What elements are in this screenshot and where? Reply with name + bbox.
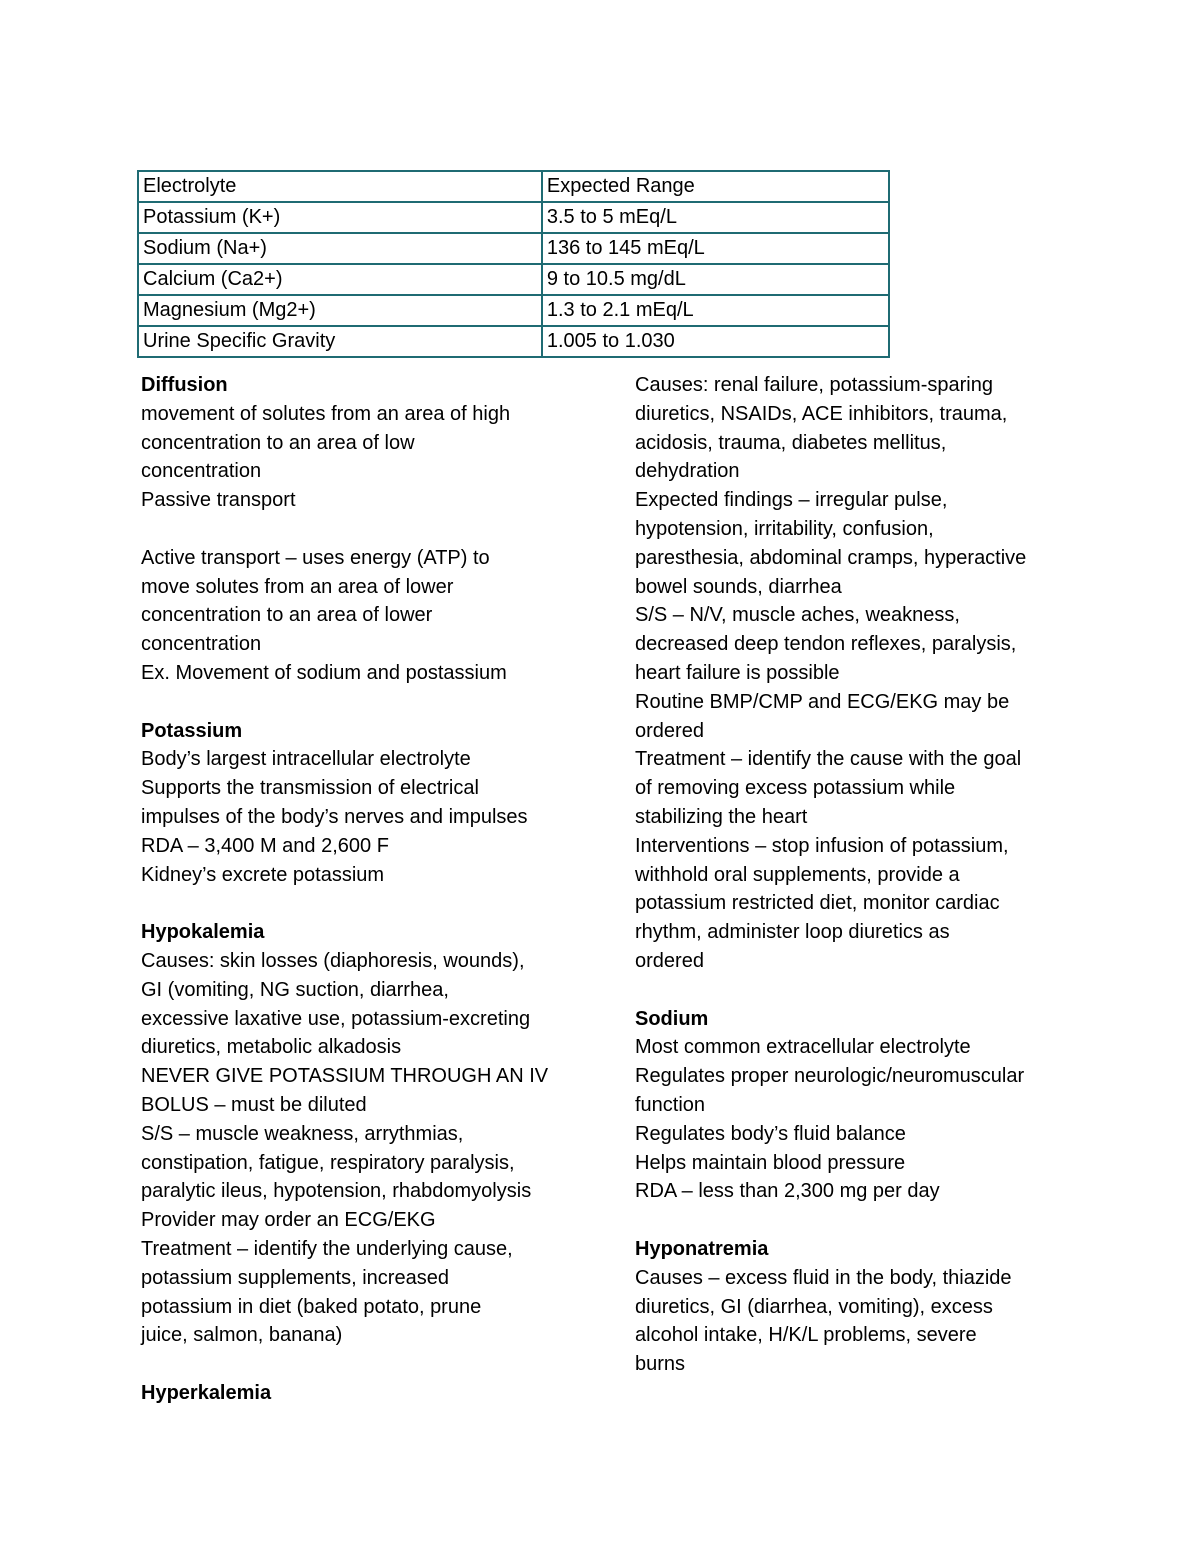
text-line: diuretics, metabolic alkadosis [141, 1036, 402, 1059]
text-line: concentration to an area of lower [141, 604, 433, 627]
expected-range-cell: Expected Range [542, 171, 889, 202]
text-line: S/S – muscle weakness, arrythmias, [141, 1122, 464, 1145]
text-line: ordered [635, 719, 704, 742]
section-heading: Hyperkalemia [141, 1381, 272, 1404]
text-line: stabilizing the heart [635, 805, 808, 828]
section-heading: Diffusion [141, 374, 228, 396]
text-line: GI (vomiting, NG suction, diarrhea, [141, 978, 449, 1001]
electrolyte-cell: Calcium (Ca2+) [138, 264, 542, 295]
text-line: paralytic ileus, hypotension, rhabdomyolysis [141, 1180, 532, 1203]
text-line: Kidney’s excrete potassium [141, 863, 385, 886]
text-line: movement of solutes from an area of high [141, 402, 511, 425]
text-line: concentration to an area of low [141, 431, 415, 454]
text-line: excessive laxative use, potassium-excreting [141, 1007, 531, 1030]
table-header-row [138, 171, 889, 202]
text-line: Most common extracellular electrolyte [635, 1036, 971, 1059]
left-column [141, 371, 591, 1408]
section-heading: Potassium [141, 719, 243, 742]
expected-range-cell: 9 to 10.5 mg/dL [542, 264, 889, 295]
section-heading: Hyponatremia [635, 1237, 769, 1260]
text-line: Passive transport [141, 489, 296, 512]
expected-range-cell: 136 to 145 mEq/L [542, 233, 889, 264]
text-line: RDA – less than 2,300 mg per day [635, 1180, 940, 1203]
text-line: Regulates proper neurologic/neuromuscular [635, 1065, 1025, 1088]
text-line: Ex. Movement of sodium and postassium [141, 661, 507, 684]
text-line: dehydration [635, 460, 740, 483]
text-line: BOLUS – must be diluted [141, 1093, 367, 1116]
blank-line [635, 976, 1075, 1005]
table-row [138, 326, 889, 357]
text-line: RDA – 3,400 M and 2,600 F [141, 834, 389, 857]
text-line: Active transport – uses energy (ATP) to [141, 546, 490, 569]
text-line: constipation, fatigue, respiratory paralysis, [141, 1151, 515, 1174]
text-line: Expected findings – irregular pulse, [635, 489, 948, 512]
section-heading: Sodium [635, 1007, 709, 1030]
text-line: Causes – excess fluid in the body, thiazide [635, 1266, 1012, 1289]
electrolyte-range-table [137, 170, 890, 358]
table-row [138, 264, 889, 295]
text-line: concentration [141, 460, 262, 483]
text-line: Treatment – identify the cause with the goal [635, 748, 1022, 771]
text-line: Regulates body’s fluid balance [635, 1122, 906, 1145]
text-line: of removing excess potassium while [635, 777, 956, 800]
blank-line [635, 1206, 1075, 1235]
blank-line [141, 889, 591, 918]
text-line: impulses of the body’s nerves and impulses [141, 805, 528, 828]
text-line: Causes: renal failure, potassium-sparing [635, 374, 993, 396]
text-line: rhythm, administer loop diuretics as [635, 921, 950, 944]
text-line: alcohol intake, H/K/L problems, severe [635, 1324, 977, 1347]
blank-line [141, 688, 591, 717]
text-line: heart failure is possible [635, 661, 840, 684]
text-line: Causes: skin losses (diaphoresis, wounds), [141, 949, 525, 972]
text-line: acidosis, trauma, diabetes mellitus, [635, 431, 947, 454]
text-line: diuretics, GI (diarrhea, vomiting), excess [635, 1295, 993, 1318]
text-line: function [635, 1093, 706, 1116]
text-line: Interventions – stop infusion of potassium, [635, 834, 1009, 857]
text-line: ordered [635, 949, 704, 972]
text-line: move solutes from an area of lower [141, 575, 454, 598]
text-line: NEVER GIVE POTASSIUM THROUGH AN IV [141, 1065, 549, 1088]
text-line: Routine BMP/CMP and ECG/EKG may be [635, 690, 1010, 713]
text-line: Helps maintain blood pressure [635, 1151, 906, 1174]
right-column [635, 371, 1075, 1379]
blank-line [141, 515, 591, 544]
text-line: burns [635, 1353, 686, 1376]
text-line: Provider may order an ECG/EKG [141, 1209, 436, 1232]
text-line: S/S – N/V, muscle aches, weakness, [635, 604, 960, 627]
electrolyte-cell: Potassium (K+) [138, 202, 542, 233]
expected-range-cell: 1.005 to 1.030 [542, 326, 889, 357]
table-body [138, 171, 889, 357]
text-line: potassium supplements, increased [141, 1266, 449, 1289]
text-line: paresthesia, abdominal cramps, hyperactive [635, 546, 1027, 569]
expected-range-cell: 1.3 to 2.1 mEq/L [542, 295, 889, 326]
text-line: juice, salmon, banana) [141, 1324, 343, 1347]
table-row [138, 233, 889, 264]
text-line: withhold oral supplements, provide a [635, 863, 960, 886]
electrolyte-cell: Sodium (Na+) [138, 233, 542, 264]
text-line: concentration [141, 633, 262, 656]
electrolyte-cell: Urine Specific Gravity [138, 326, 542, 357]
expected-range-cell: 3.5 to 5 mEq/L [542, 202, 889, 233]
text-line: Treatment – identify the underlying cause, [141, 1237, 513, 1260]
text-line: decreased deep tendon reflexes, paralysis, [635, 633, 1017, 656]
text-line: Supports the transmission of electrical [141, 777, 479, 800]
table-row [138, 295, 889, 326]
text-line: Body’s largest intracellular electrolyte [141, 748, 471, 771]
blank-line [141, 1350, 591, 1379]
electrolyte-cell: Magnesium (Mg2+) [138, 295, 542, 326]
table-row [138, 202, 889, 233]
section-heading: Hypokalemia [141, 921, 265, 944]
electrolyte-cell: Electrolyte [138, 171, 542, 202]
text-line: potassium in diet (baked potato, prune [141, 1295, 482, 1318]
text-line: bowel sounds, diarrhea [635, 575, 842, 598]
text-line: hypotension, irritability, confusion, [635, 517, 934, 540]
text-line: diuretics, NSAIDs, ACE inhibitors, trauma, [635, 402, 1008, 425]
text-line: potassium restricted diet, monitor cardiac [635, 892, 1000, 915]
